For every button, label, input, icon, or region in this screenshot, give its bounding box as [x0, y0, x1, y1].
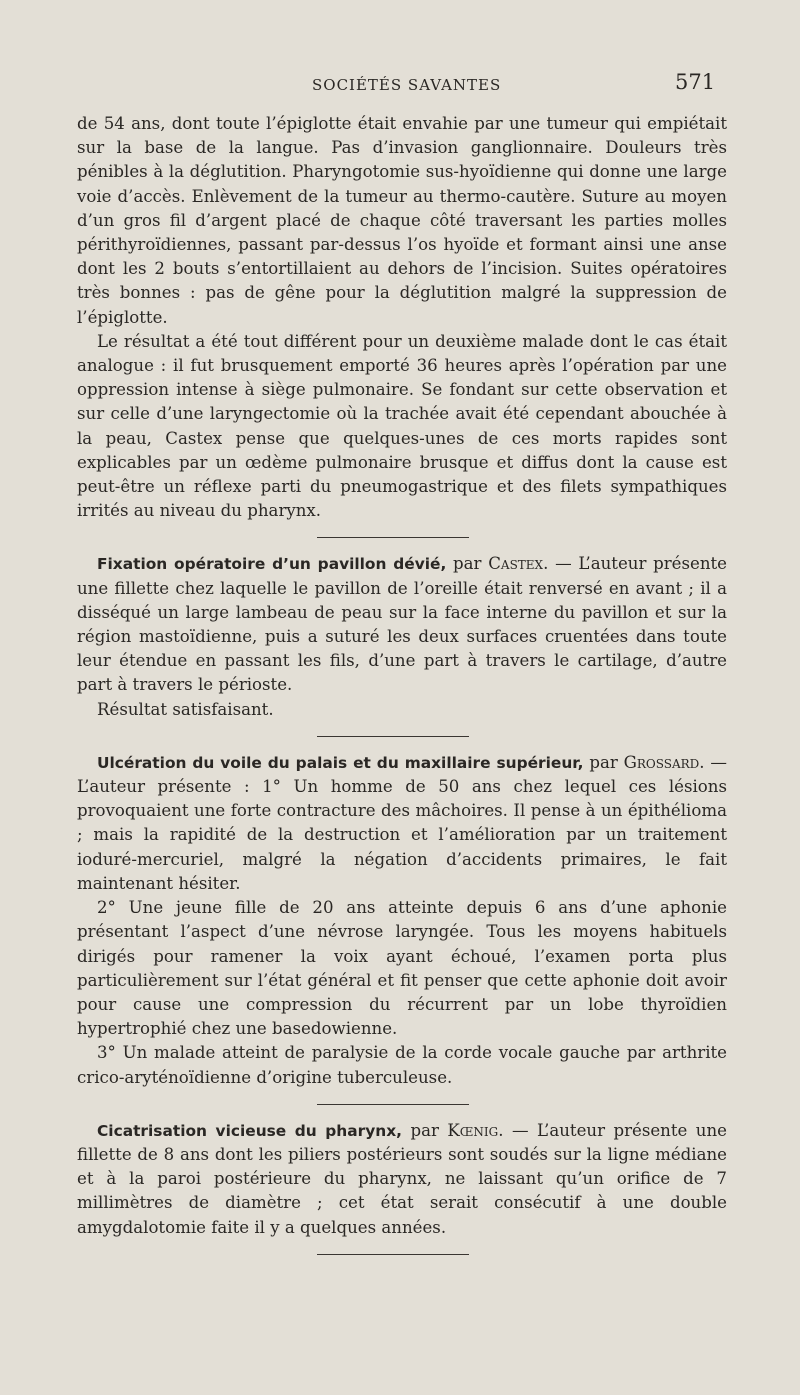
running-head: SOCIÉTÉS SAVANTES: [312, 76, 502, 94]
section-title: Fixation opératoire d’un pavillon dévié,: [97, 555, 447, 574]
section-author: Castex.: [488, 554, 549, 574]
section-fixation: [77, 552, 727, 697]
section-result: Résultat satisfaisant.: [97, 699, 274, 719]
section-author: Kœnig.: [447, 1120, 504, 1140]
section-title: Ulcération du voile du palais et du maxillaire supérieur,: [97, 753, 584, 772]
section-author: Grossard.: [623, 752, 705, 772]
page-header: [0, 66, 800, 100]
ulceration-case-3: 3° Un malade atteint de paralysie de la corde vocale gauche par arthrite crico-aryténoïdienne d’origine tuberculeuse.: [77, 1043, 727, 1087]
section-text: — L’auteur présente une fillette chez laquelle le pavillon de l’oreille était renversé en avant ; il a disséqué un large lambeau de peau sur la face interne du pavillon et sur la région mastoïdienne, puis a suturé les deux surfaces cruentées dans toute leur étendue en passant les fils, d’une part à travers le cartilage, d’autre part à travers le périoste.: [77, 554, 727, 695]
intro-paragraph-2: Le résultat a été tout différent pour un deuxième malade dont le cas était analogue : il fut brusquement emporté 36 heures après l’opération par une oppression intense à siège pulmonaire. Se fondant sur cette observation et sur celle d’une laryngectomie où la trachée avait été cependant abouchée à la peau, Castex pense que quelques-unes de ces morts rapides sont explicables par un œdème pulmonaire brusque et diffus dont la cause est peut-être un réflexe parti du pneumogastrique et des filets sympathiques irrités au niveau du pharynx.: [77, 331, 727, 521]
ulceration-case-2: 2° Une jeune fille de 20 ans atteinte depuis 6 ans d’une aphonie présentant l’aspect d’une névrose laryngée. Tous les moyens habituels dirigés pour ramener la voix ayant échoué, l’examen porta plus particulièrement sur l’état général et fit penser que cette aphonie doit avoir pour cause une compression du récurrent par un lobe thyroïdien hypertrophié chez une basedowienne.: [77, 898, 727, 1039]
by-word: par: [583, 752, 624, 772]
section-cicatrisation: [77, 1119, 727, 1240]
section-divider: [317, 736, 469, 737]
page-number: 571: [675, 70, 716, 94]
by-word: par: [446, 554, 489, 574]
section-divider: [317, 1254, 469, 1255]
section-divider: [317, 537, 469, 538]
section-title: Cicatrisation vicieuse du pharynx,: [97, 1121, 402, 1140]
article-body: [77, 112, 727, 1269]
by-word: par: [402, 1120, 448, 1140]
section-text: — L’auteur présente une fillette de 8 ans dont les piliers postérieurs sont soudés sur la ligne médiane et à la paroi postérieure du pharynx, ne laissant qu’un orifice de 7 millimètres de diamètre ; cet état serait consécutif à une double amygdalotomie faite il y a quelques années.: [77, 1120, 727, 1237]
section-divider: [317, 1104, 469, 1105]
section-text: — L’auteur présente : 1° Un homme de 50 ans chez lequel ces lésions provoquaient une forte contracture des mâchoires. Il pense à un épithélioma ; mais la rapidité de la destruction et l’amélioration par un traitement ioduré-mercuriel, malgré la négation d’accidents primaires, le fait maintenant hésiter.: [77, 752, 728, 893]
intro-paragraph-1: de 54 ans, dont toute l’épiglotte était envahie par une tumeur qui empiétait sur la base de la langue. Pas d’invasion ganglionnaire. Douleurs très pénibles à la déglutition. Pharyngotomie sus-hyoïdienne qui donne une large voie d’accès. Enlèvement de la tumeur au thermo-cautère. Suture au moyen d’un gros fil d’argent placé de chaque côté traversant les parties molles périthyroïdiennes, passant par-dessus l’os hyoïde et formant ainsi une anse dont les 2 bouts s’entortillaient au dehors de l’incision. Suites opératoires très bonnes : pas de gêne pour la déglutition malgré la suppression de l’épiglotte.: [77, 114, 727, 327]
section-ulceration: [77, 751, 727, 896]
